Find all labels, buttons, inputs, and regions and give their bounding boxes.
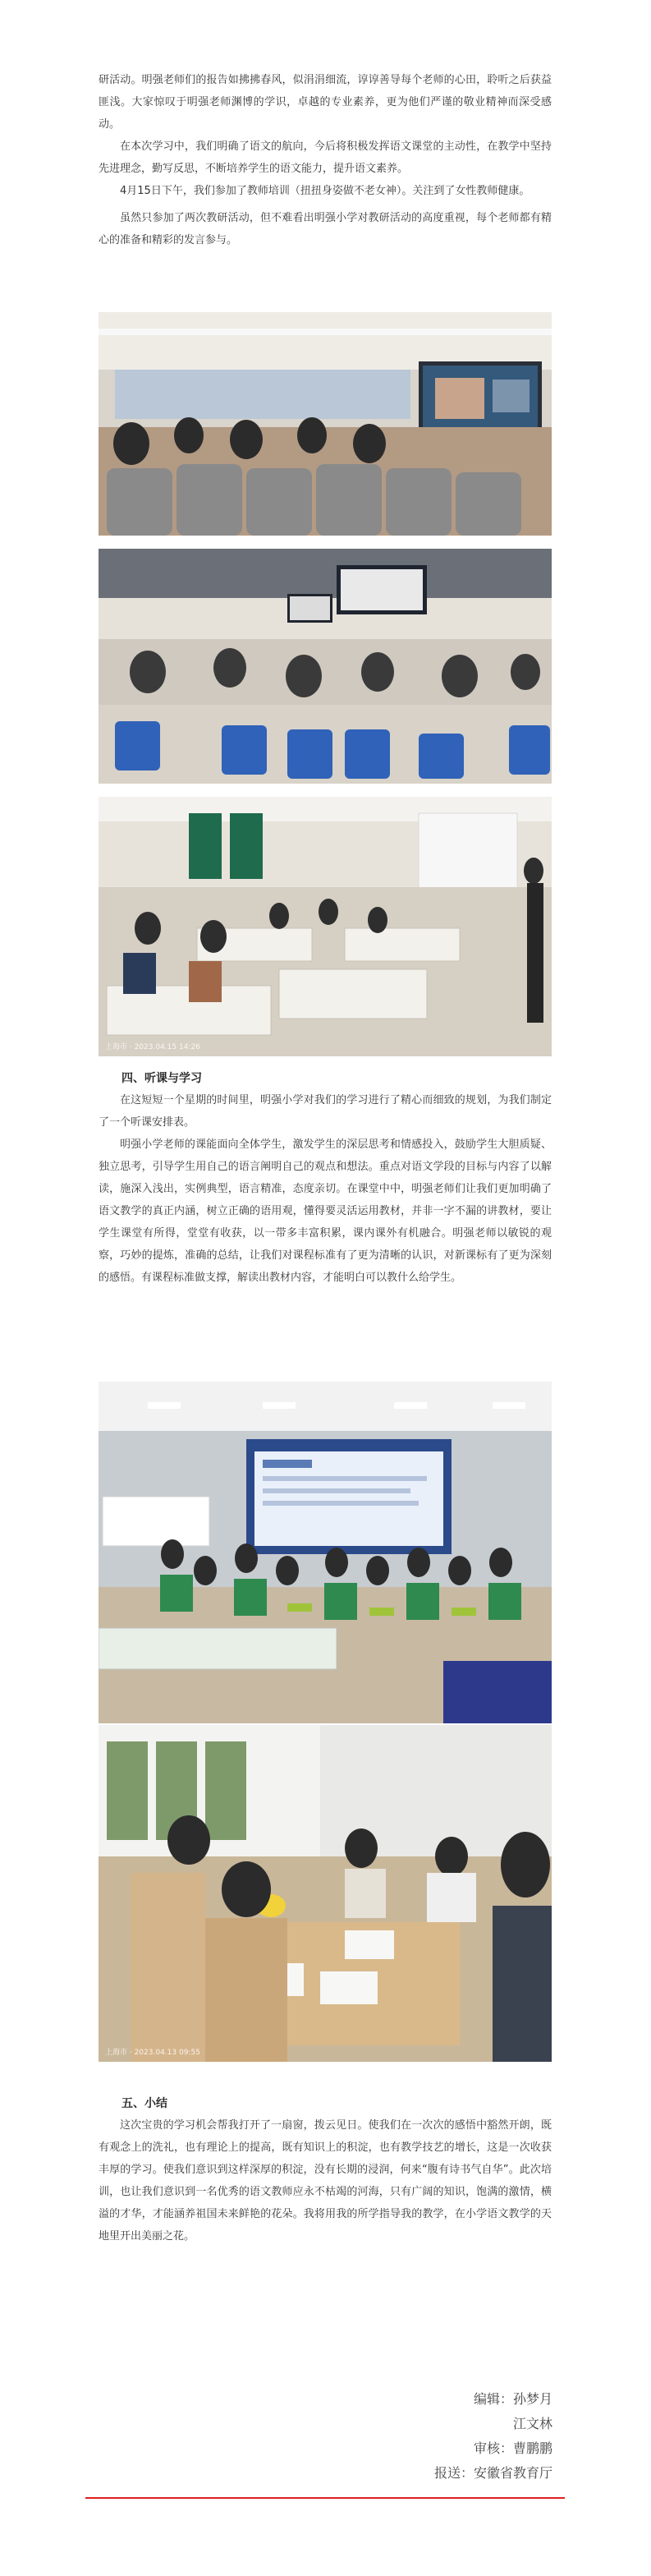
photo-timestamp: 上海市 · 2023.04.13 09:55: [105, 2049, 200, 2057]
section-heading: 四、听课与学习: [121, 1072, 202, 1085]
section-heading: 五、小结: [121, 2097, 167, 2110]
section-listening-learning: [99, 1068, 552, 1289]
intro-paragraph-2: 在本次学习中，我们明确了语文的航向，今后将积极发挥语文课堂的主动性，在教学中坚持先进理念，勤写反思，不断培养学生的语文能力，提升语文素养。: [99, 140, 552, 175]
section-summary: [99, 2093, 552, 2247]
photo-meeting-room: [99, 549, 552, 784]
credit-label: 报送：: [433, 2465, 474, 2481]
footer-divider: [85, 2497, 565, 2499]
intro-paragraph-4: 虽然只参加了两次教研活动，但不难看出明强小学对教研活动的高度重视，每个老师都有精心的准备和精彩的发言参与。: [99, 212, 552, 246]
photo-student-classroom: [99, 1382, 552, 1723]
credit-reviewer: [434, 2436, 552, 2461]
intro-paragraph-1: 研活动。明强老师们的报告如拂拂春风，似涓涓细流，谆谆善导每个老师的心田，聆听之后获益匪浅。大家惊叹于明强老师渊博的学识，卓越的专业素养，更为他们严谨的敬业精神而深受感动。: [99, 74, 552, 131]
credit-value: 曹鹏鹏: [512, 2440, 552, 2456]
photo-timestamp: 上海市 · 2023.04.15 14:26: [105, 1043, 200, 1051]
credit-value: 孙梦月: [512, 2391, 552, 2407]
intro-text: [99, 69, 552, 251]
section-paragraph-2: 明强小学老师的课能面向全体学生，激发学生的深层思考和情感投入，鼓励学生大胆质疑、独立思考，引导学生用自己的语言阐明自己的观点和想法。重点对语文学段的目标与内容了以解读，施深入浅出，实例典型，语言精准，态度亲切。在课堂中中，明强老师们让我们更加明确了语文教学的真正内涵，树立正确的语用观，懂得要灵活运用教材，并非一字不漏的讲教材，要让学生课堂有所得，堂堂有收获，以一带多丰富积累，课内课外有机融合。明强老师以敏锐的观察，巧妙的提炼，准确的总结，让我们对课程标准有了更为清晰的认识，对新课标有了更为深刻的感悟。有课程标准做支撑，解读出教材内容，才能明白可以教什么给学生。: [99, 1138, 552, 1284]
section-paragraph-1: 在这短短一个星期的时间里，明强小学对我们的学习进行了精心而细致的规划，为我们制定了一个听课安排表。: [99, 1094, 552, 1129]
photo-classroom-observation: [99, 797, 552, 1056]
credit-label: 编辑：: [473, 2391, 513, 2407]
photo-teacher-discussion: [99, 1725, 552, 2062]
photo-lecture-hall: [99, 312, 552, 536]
credit-value: 安徽省教育厅: [473, 2465, 552, 2481]
credit-sender: [434, 2461, 552, 2486]
credit-value: 江文林: [512, 2416, 552, 2431]
credit-editor-2: [434, 2412, 552, 2436]
credit-editor: [434, 2387, 552, 2412]
section-paragraph-1: 这次宝贵的学习机会帮我打开了一扇窗，拨云见日。使我们在一次次的感悟中豁然开朗，既有观念上的洗礼，也有理论上的提高，既有知识上的积淀，也有教学技艺的增长，这是一次收获丰厚的学习。使我们意识到这样深厚的积淀，没有长期的浸润，何来“腹有诗书气自华”。此次培训，也让我们意识到一名优秀的语文教师应永不枯竭的河海，只有广阔的知识，饱满的激情，横溢的才华，才能涵养祖国未来鲜艳的花朵。我将用我的所学指导我的教学，在小学语文教学的天地里开出美丽之花。: [99, 2119, 552, 2242]
intro-paragraph-3: 4月15日下午，我们参加了教师培训（扭扭身姿做不老女神）。关注到了女性教师健康。: [120, 185, 530, 197]
credit-label: 审核：: [473, 2440, 513, 2456]
credits-block: [434, 2387, 552, 2486]
